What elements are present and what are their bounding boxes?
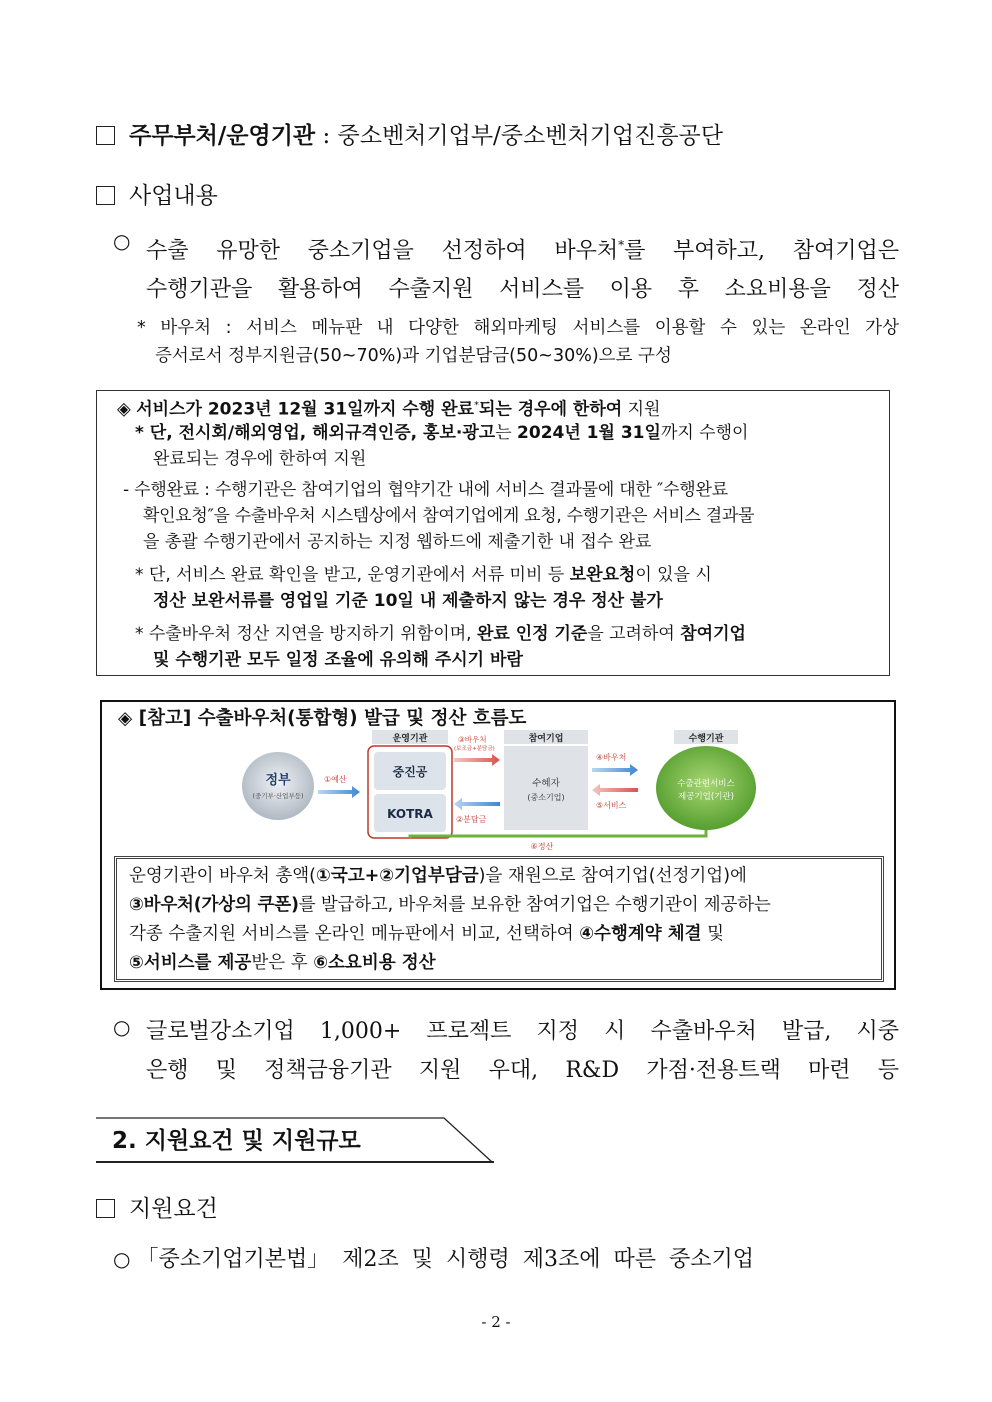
- notice-line-3: 완료되는 경우에 한하여 지원: [153, 449, 367, 469]
- ops-kosmes: 중진공: [392, 765, 428, 779]
- arrow3-label: ③바우처: [458, 735, 487, 744]
- section-2-title: 2. 지원요건 및 지원규모: [112, 1128, 361, 1154]
- requirements-heading: 지원요건: [129, 1196, 218, 1222]
- notice-line-8: [153, 588, 663, 614]
- arrow2-label: ②분담금: [456, 815, 487, 824]
- business-heading: 사업내용: [129, 183, 218, 209]
- arrow6-label: ⑥정산: [530, 842, 554, 850]
- notice-l9-b: 을 고려하여: [587, 624, 681, 644]
- global-company-paragraph: [113, 1012, 899, 1090]
- checkbox-square-icon: [96, 1199, 115, 1218]
- desc-l3-b: 및: [701, 924, 725, 944]
- desc-l3-bold: ④수행계약 체결: [579, 924, 702, 944]
- notice-l2-bold: * 단, 전시회/해외영업, 해외규격인증, 홍보·광고: [135, 423, 496, 443]
- arrow1-label: ①예산: [324, 775, 347, 784]
- reference-flow-box: [100, 700, 896, 990]
- notice-sup: *: [473, 400, 479, 411]
- perf-2: 제공기업(기관): [678, 792, 734, 802]
- notice-line-5: 확인요청″을 수출바우처 시스템상에서 참여기업에게 요청, 수행기관은 서비스 결과물: [143, 506, 755, 526]
- notice-l7-bold: 보완요청: [569, 565, 636, 585]
- bullet-circle: ○: [113, 1247, 131, 1271]
- notice-line-7: [135, 562, 712, 588]
- gov-label: 정부: [265, 773, 291, 788]
- budget-arrow: [318, 786, 360, 798]
- voucher-flow-diagram: [242, 730, 762, 850]
- section-ministry: [96, 117, 723, 150]
- requirements-text: 「중소기업기본법」 제2조 및 시행령 제3조에 따른 중소기업: [136, 1247, 754, 1272]
- notice-l2-bold2: 2024년 1월 31일: [517, 423, 661, 443]
- notice-l1-bold2: 되는 경우에 한하여: [478, 399, 623, 420]
- notice-l9-a: * 수출바우처 정산 지연을 방지하기 위함이며,: [135, 624, 477, 644]
- notice-l7-b: 이 있을 시: [635, 565, 712, 585]
- voucher-note-line-2: 증서로서 정부지원금(50~70%)과 기업분담금(50~30%)으로 구성: [155, 346, 672, 366]
- voucher-note: [137, 314, 899, 370]
- notice-l8-bold: 정산 보완서류를 영업일 기준 10일 내 제출하지 않는 경우 정산 불가: [153, 591, 663, 611]
- page-number: - 2 -: [481, 1313, 511, 1331]
- part-1: 수혜자: [532, 778, 560, 789]
- bullet-circle: ○: [113, 1015, 131, 1039]
- desc-line-2: [129, 891, 771, 916]
- notice-line-4: - 수행완료 : 수행기관은 참여기업의 협약기간 내에 서비스 결과물에 대한 ″수행완료: [123, 480, 728, 500]
- checkbox-square-icon: [96, 126, 115, 145]
- checkbox-square-icon: [96, 186, 115, 205]
- notice-l7-a: * 단, 서비스 완료 확인을 받고, 운영기관에서 서류 미비 등: [135, 565, 570, 585]
- desc-l1-b: )을 재원으로 참여기업(선정기업)에: [478, 866, 747, 886]
- desc-l1-bold: ①국고+②기업부담금: [316, 866, 479, 886]
- section-business: [96, 177, 218, 210]
- arrow4-label: ④바우처: [596, 753, 627, 762]
- notice-line-9: [135, 621, 746, 647]
- desc-l2-b: 를 발급하고, 바우처를 보유한 참여기업은 수행기관이 제공하는: [298, 895, 771, 915]
- reference-title: ◈ [참고] 수출바우처(통합형) 발급 및 정산 흐름도: [118, 708, 527, 729]
- part-2: (중소기업): [527, 793, 565, 802]
- requirements-paragraph: [113, 1242, 899, 1273]
- notice-l9-bold: 완료 인정 기준: [476, 624, 588, 644]
- p1-sup: *: [618, 238, 625, 252]
- gov-sub: (중기부·산업부등): [252, 792, 304, 800]
- arrow5-label: ⑤서비스: [596, 801, 627, 810]
- part-header: 참여기업: [528, 734, 564, 744]
- desc-l2-bold: ③바우처(가상의 쿠폰): [129, 895, 299, 915]
- desc-l4-a: 받은 후: [251, 953, 314, 973]
- p2-line-1: 글로벌강소기업 1,000+ 프로젝트 지정 시 수출바우처 발급, 시중: [146, 1019, 899, 1044]
- notice-l2-rest: 까지 수행이: [660, 423, 749, 443]
- desc-l4-bold: ⑤서비스를 제공: [129, 953, 252, 973]
- p1-text-b: 를 부여하고, 참여기업은: [624, 238, 899, 264]
- perf-header: 수행기관: [688, 734, 724, 744]
- ops-kotra: KOTRA: [387, 807, 433, 821]
- notice-line-2: [135, 420, 748, 446]
- voucher-issue-arrow: [454, 754, 500, 766]
- service-arrow: [592, 784, 638, 796]
- notice-l10-bold: 및 수행기관 모두 일정 조율에 유의해 주시기 바람: [153, 650, 523, 670]
- settlement-line: [410, 830, 706, 838]
- bullet-circle: ○: [113, 229, 131, 253]
- desc-l4-bold2: ⑥소요비용 정산: [313, 953, 436, 973]
- ministry-heading: 주무부처/운영기관: [129, 122, 316, 149]
- arrow3-sub: (보조금+분담금): [454, 746, 495, 752]
- diamond-icon: ◈: [117, 398, 131, 420]
- colon: :: [315, 123, 338, 149]
- desc-line-4: [129, 949, 436, 974]
- flow-description-box: [114, 856, 884, 982]
- notice-l1-bold: 서비스가 2023년 12월 31일까지 수행 완료: [136, 399, 474, 420]
- notice-line-1: [117, 393, 660, 423]
- section-requirements: [96, 1190, 218, 1223]
- notice-l1-rest: 지원: [622, 399, 661, 420]
- notice-l9-bold2: 참여기업: [680, 624, 746, 644]
- share-arrow: [454, 798, 500, 810]
- desc-l3-a: 각종 수출지원 서비스를 온라인 메뉴판에서 비교, 선택하여: [129, 924, 580, 944]
- business-paragraph: [113, 226, 899, 309]
- notice-l2-mid: 는: [495, 423, 518, 443]
- ops-header: 운영기관: [392, 734, 428, 744]
- deadline-notice-box: [96, 390, 890, 676]
- notice-line-6: 을 총괄 수행기관에서 공지하는 지정 웹하드에 제출기한 내 접수 완료: [143, 532, 652, 552]
- perf-1: 수출관련서비스: [677, 779, 735, 789]
- voucher-note-line-1: * 바우처 : 서비스 메뉴판 내 다양한 해외마케팅 서비스를 이용할 수 있는 온라인 가상: [137, 318, 899, 338]
- section-2-header: [96, 1117, 496, 1161]
- desc-line-1: [129, 862, 747, 887]
- paragraph-line-1: [146, 226, 899, 270]
- paragraph-line-2: 수행기관을 활용하여 수출지원 서비스를 이용 후 소요비용을 정산: [146, 277, 899, 303]
- p2-line-2: 은행 및 정책금융기관 지원 우대, R&D 가점·전용트랙 마련 등: [146, 1058, 899, 1083]
- desc-l1-a: 운영기관이 바우처 총액(: [129, 866, 317, 886]
- notice-line-10: [153, 647, 523, 673]
- ministry-text: 중소벤처기업부/중소벤처기업진흥공단: [337, 123, 723, 149]
- p1-text-a: 수출 유망한 중소기업을 선정하여 바우처: [146, 238, 619, 264]
- voucher-pay-arrow: [592, 764, 638, 776]
- desc-line-3: [129, 920, 724, 945]
